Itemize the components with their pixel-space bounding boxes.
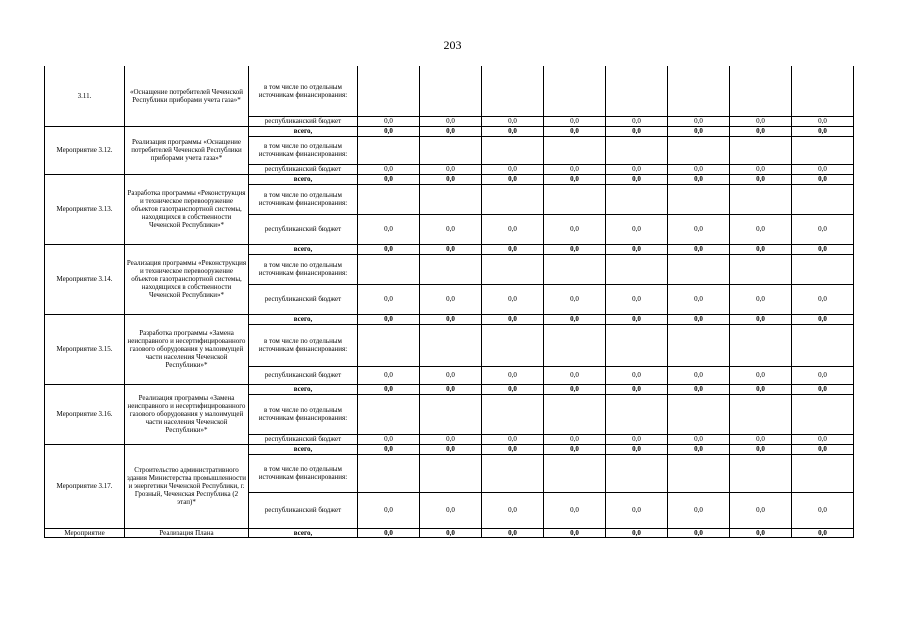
- activity-name: Реализация программы «Реконструкция и техническое перевооружение объектов газотранспортной системы, находящихся в собственности Чеченской Республики»*: [125, 244, 249, 314]
- funding-source: республиканский бюджет: [249, 284, 358, 314]
- amount-cell: 0,0: [606, 434, 668, 444]
- activity-id: Мероприятие 3.15.: [45, 314, 125, 384]
- amount-cell: 0,0: [606, 116, 668, 126]
- amount-cell: [668, 394, 730, 434]
- amount-cell: 0,0: [606, 444, 668, 454]
- table-body: [45, 66, 854, 537]
- amount-cell: 0,0: [544, 164, 606, 174]
- activity-name: Разработка программы «Реконструкция и техническое перевооружение объектов газотранспортной системы, находящихся в собственности Чеченской Республики»*: [125, 174, 249, 244]
- table-row: [45, 66, 854, 116]
- amount-cell: [668, 184, 730, 214]
- amount-cell: [730, 66, 792, 116]
- amount-cell: 0,0: [668, 528, 730, 537]
- amount-cell: 0,0: [792, 284, 854, 314]
- amount-cell: 0,0: [668, 116, 730, 126]
- amount-cell: 0,0: [730, 314, 792, 324]
- amount-cell: 0,0: [606, 314, 668, 324]
- activity-id: Мероприятие 3.16.: [45, 384, 125, 444]
- amount-cell: 0,0: [606, 126, 668, 136]
- amount-cell: 0,0: [544, 284, 606, 314]
- funding-source: республиканский бюджет: [249, 434, 358, 444]
- amount-cell: 0,0: [544, 244, 606, 254]
- amount-cell: [730, 254, 792, 284]
- amount-cell: 0,0: [420, 244, 482, 254]
- amount-cell: [544, 66, 606, 116]
- amount-cell: 0,0: [358, 116, 420, 126]
- amount-cell: 0,0: [358, 126, 420, 136]
- amount-cell: 0,0: [358, 284, 420, 314]
- amount-cell: 0,0: [792, 444, 854, 454]
- amount-cell: 0,0: [420, 444, 482, 454]
- funding-source: республиканский бюджет: [249, 492, 358, 528]
- funding-source: в том числе по отдельным источникам финансирования:: [249, 324, 358, 366]
- amount-cell: 0,0: [792, 528, 854, 537]
- amount-cell: 0,0: [668, 164, 730, 174]
- amount-cell: 0,0: [668, 434, 730, 444]
- amount-cell: 0,0: [730, 444, 792, 454]
- amount-cell: 0,0: [482, 164, 544, 174]
- amount-cell: [482, 66, 544, 116]
- amount-cell: [668, 254, 730, 284]
- amount-cell: 0,0: [730, 366, 792, 384]
- amount-cell: 0,0: [482, 116, 544, 126]
- amount-cell: [358, 136, 420, 164]
- amount-cell: [420, 184, 482, 214]
- amount-cell: [730, 136, 792, 164]
- amount-cell: 0,0: [668, 384, 730, 394]
- amount-cell: [358, 66, 420, 116]
- amount-cell: 0,0: [792, 434, 854, 444]
- activity-id: Мероприятие 3.12.: [45, 126, 125, 174]
- funding-source: в том числе по отдельным источникам финансирования:: [249, 136, 358, 164]
- amount-cell: 0,0: [606, 174, 668, 184]
- amount-cell: [544, 184, 606, 214]
- activity-name: Реализация программы «Замена неисправного и несертифицированного газового оборудования у малоимущей части населения Чеченской Республики»*: [125, 384, 249, 444]
- amount-cell: 0,0: [420, 434, 482, 444]
- amount-cell: 0,0: [730, 284, 792, 314]
- amount-cell: [358, 394, 420, 434]
- amount-cell: 0,0: [668, 314, 730, 324]
- amount-cell: 0,0: [482, 492, 544, 528]
- page-number: 203: [443, 38, 462, 52]
- amount-cell: 0,0: [482, 284, 544, 314]
- amount-cell: 0,0: [358, 366, 420, 384]
- amount-cell: 0,0: [668, 214, 730, 244]
- amount-cell: 0,0: [792, 366, 854, 384]
- amount-cell: 0,0: [792, 116, 854, 126]
- amount-cell: 0,0: [730, 384, 792, 394]
- amount-cell: [420, 394, 482, 434]
- amount-cell: 0,0: [792, 164, 854, 174]
- amount-cell: 0,0: [482, 126, 544, 136]
- amount-cell: [730, 394, 792, 434]
- amount-cell: 0,0: [606, 492, 668, 528]
- amount-cell: 0,0: [482, 214, 544, 244]
- table-row: [45, 174, 854, 184]
- amount-cell: [482, 324, 544, 366]
- amount-cell: 0,0: [730, 244, 792, 254]
- amount-cell: 0,0: [792, 384, 854, 394]
- amount-cell: 0,0: [792, 214, 854, 244]
- amount-cell: [420, 324, 482, 366]
- amount-cell: 0,0: [606, 164, 668, 174]
- amount-cell: 0,0: [420, 126, 482, 136]
- amount-cell: 0,0: [606, 284, 668, 314]
- activity-id: 3.11.: [45, 66, 125, 126]
- amount-cell: 0,0: [730, 126, 792, 136]
- table-row: [45, 444, 854, 454]
- amount-cell: [544, 394, 606, 434]
- amount-cell: 0,0: [358, 528, 420, 537]
- amount-cell: 0,0: [482, 366, 544, 384]
- amount-cell: 0,0: [792, 492, 854, 528]
- amount-cell: 0,0: [606, 366, 668, 384]
- amount-cell: [792, 254, 854, 284]
- funding-source: всего,: [249, 314, 358, 324]
- amount-cell: [544, 324, 606, 366]
- funding-source: в том числе по отдельным источникам финансирования:: [249, 184, 358, 214]
- amount-cell: 0,0: [792, 174, 854, 184]
- amount-cell: [544, 254, 606, 284]
- amount-cell: [420, 66, 482, 116]
- amount-cell: 0,0: [544, 366, 606, 384]
- amount-cell: [792, 184, 854, 214]
- table-row: [45, 384, 854, 394]
- amount-cell: 0,0: [358, 314, 420, 324]
- amount-cell: 0,0: [544, 116, 606, 126]
- amount-cell: 0,0: [606, 528, 668, 537]
- table-row: [45, 244, 854, 254]
- amount-cell: 0,0: [482, 244, 544, 254]
- amount-cell: 0,0: [792, 314, 854, 324]
- amount-cell: [792, 136, 854, 164]
- amount-cell: 0,0: [544, 314, 606, 324]
- amount-cell: 0,0: [544, 174, 606, 184]
- amount-cell: 0,0: [792, 244, 854, 254]
- funding-source: всего,: [249, 528, 358, 537]
- amount-cell: [606, 184, 668, 214]
- table-row: [45, 126, 854, 136]
- funding-source: республиканский бюджет: [249, 214, 358, 244]
- amount-cell: 0,0: [544, 384, 606, 394]
- funding-source: всего,: [249, 444, 358, 454]
- amount-cell: 0,0: [358, 174, 420, 184]
- amount-cell: [606, 324, 668, 366]
- amount-cell: 0,0: [420, 528, 482, 537]
- amount-cell: 0,0: [482, 434, 544, 444]
- activity-name: Реализация Плана: [125, 528, 249, 537]
- budget-table: [44, 66, 854, 538]
- funding-source: в том числе по отдельным источникам финансирования:: [249, 254, 358, 284]
- amount-cell: [668, 324, 730, 366]
- amount-cell: [792, 394, 854, 434]
- amount-cell: 0,0: [420, 214, 482, 244]
- amount-cell: 0,0: [730, 116, 792, 126]
- amount-cell: [606, 394, 668, 434]
- activity-id: Мероприятие: [45, 528, 125, 537]
- funding-source: республиканский бюджет: [249, 164, 358, 174]
- funding-source: в том числе по отдельным источникам финансирования:: [249, 394, 358, 434]
- amount-cell: 0,0: [606, 214, 668, 244]
- amount-cell: [668, 136, 730, 164]
- amount-cell: [482, 454, 544, 492]
- amount-cell: 0,0: [544, 126, 606, 136]
- amount-cell: 0,0: [544, 444, 606, 454]
- amount-cell: [482, 184, 544, 214]
- funding-source: республиканский бюджет: [249, 116, 358, 126]
- funding-source: республиканский бюджет: [249, 366, 358, 384]
- amount-cell: 0,0: [544, 528, 606, 537]
- amount-cell: 0,0: [482, 444, 544, 454]
- amount-cell: 0,0: [606, 384, 668, 394]
- amount-cell: [482, 394, 544, 434]
- amount-cell: 0,0: [482, 174, 544, 184]
- amount-cell: 0,0: [482, 528, 544, 537]
- amount-cell: 0,0: [730, 164, 792, 174]
- amount-cell: 0,0: [730, 174, 792, 184]
- amount-cell: 0,0: [668, 366, 730, 384]
- amount-cell: 0,0: [358, 164, 420, 174]
- amount-cell: 0,0: [420, 366, 482, 384]
- amount-cell: [668, 454, 730, 492]
- amount-cell: [730, 324, 792, 366]
- activity-name: Строительство административного здания Министерства промышленности и энергетики Чеченской Республики, г. Грозный, Чеченская Республика (2 этап)*: [125, 444, 249, 528]
- amount-cell: 0,0: [544, 492, 606, 528]
- funding-source: в том числе по отдельным источникам финансирования:: [249, 454, 358, 492]
- amount-cell: [358, 454, 420, 492]
- amount-cell: 0,0: [420, 492, 482, 528]
- amount-cell: [606, 136, 668, 164]
- funding-source: всего,: [249, 384, 358, 394]
- amount-cell: 0,0: [668, 492, 730, 528]
- amount-cell: 0,0: [420, 314, 482, 324]
- activity-id: Мероприятие 3.17.: [45, 444, 125, 528]
- amount-cell: 0,0: [358, 444, 420, 454]
- amount-cell: [730, 184, 792, 214]
- amount-cell: [792, 454, 854, 492]
- amount-cell: [420, 454, 482, 492]
- amount-cell: 0,0: [730, 434, 792, 444]
- amount-cell: 0,0: [730, 528, 792, 537]
- amount-cell: [358, 184, 420, 214]
- amount-cell: [420, 254, 482, 284]
- amount-cell: [668, 66, 730, 116]
- amount-cell: 0,0: [420, 116, 482, 126]
- amount-cell: [606, 66, 668, 116]
- amount-cell: 0,0: [420, 384, 482, 394]
- activity-name: Реализация программы «Оснащение потребителей Чеченской Республики приборами учета газа»*: [125, 126, 249, 174]
- amount-cell: [792, 324, 854, 366]
- activity-name: «Оснащение потребителей Чеченской Республики приборами учета газа»*: [125, 66, 249, 126]
- amount-cell: [420, 136, 482, 164]
- amount-cell: 0,0: [792, 126, 854, 136]
- amount-cell: 0,0: [668, 284, 730, 314]
- amount-cell: [482, 136, 544, 164]
- amount-cell: 0,0: [482, 384, 544, 394]
- amount-cell: 0,0: [358, 492, 420, 528]
- funding-source: всего,: [249, 174, 358, 184]
- funding-source: всего,: [249, 244, 358, 254]
- amount-cell: [544, 454, 606, 492]
- amount-cell: 0,0: [730, 492, 792, 528]
- amount-cell: 0,0: [544, 214, 606, 244]
- amount-cell: [606, 254, 668, 284]
- amount-cell: 0,0: [358, 384, 420, 394]
- amount-cell: 0,0: [606, 244, 668, 254]
- amount-cell: 0,0: [668, 444, 730, 454]
- activity-id: Мероприятие 3.14.: [45, 244, 125, 314]
- amount-cell: 0,0: [358, 214, 420, 244]
- amount-cell: 0,0: [420, 174, 482, 184]
- funding-source: в том числе по отдельным источникам финансирования:: [249, 66, 358, 116]
- amount-cell: 0,0: [544, 434, 606, 444]
- amount-cell: 0,0: [358, 244, 420, 254]
- amount-cell: [606, 454, 668, 492]
- amount-cell: [358, 324, 420, 366]
- amount-cell: [544, 136, 606, 164]
- amount-cell: [792, 66, 854, 116]
- amount-cell: 0,0: [730, 214, 792, 244]
- amount-cell: 0,0: [420, 164, 482, 174]
- amount-cell: [358, 254, 420, 284]
- table-row: [45, 528, 854, 537]
- amount-cell: 0,0: [668, 244, 730, 254]
- table-row: [45, 314, 854, 324]
- amount-cell: [730, 454, 792, 492]
- funding-source: всего,: [249, 126, 358, 136]
- amount-cell: 0,0: [668, 126, 730, 136]
- amount-cell: 0,0: [482, 314, 544, 324]
- amount-cell: 0,0: [668, 174, 730, 184]
- amount-cell: 0,0: [420, 284, 482, 314]
- activity-id: Мероприятие 3.13.: [45, 174, 125, 244]
- amount-cell: 0,0: [358, 434, 420, 444]
- amount-cell: [482, 254, 544, 284]
- activity-name: Разработка программы «Замена неисправного и несертифицированного газового оборудования у малоимущей части населения Чеченской Республики»*: [125, 314, 249, 384]
